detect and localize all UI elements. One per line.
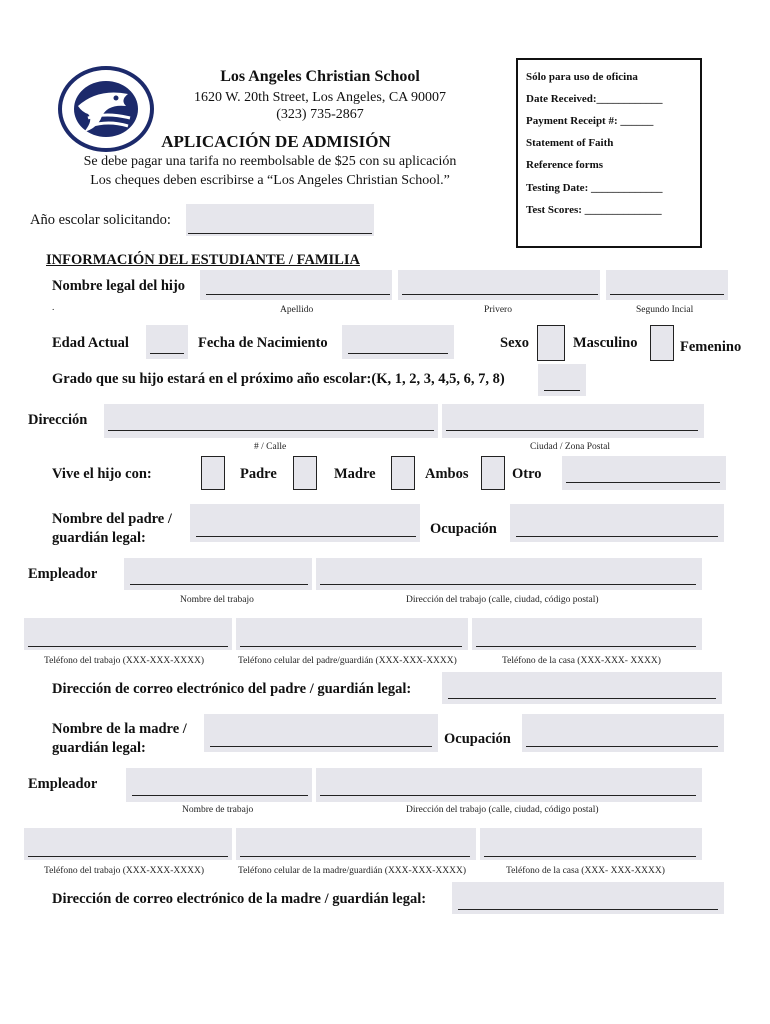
dot-mark: . — [52, 303, 55, 313]
mother-employer-address-line — [320, 795, 696, 796]
mother-employer-name-sub: Nombre de trabajo — [182, 805, 254, 815]
male-label: Masculino — [573, 335, 638, 351]
school-address: 1620 W. 20th Street, Los Angeles, CA 90007 — [194, 90, 446, 105]
section-title: INFORMACIÓN DEL ESTUDIANTE / FAMILIA — [46, 252, 360, 268]
mother-email-line — [458, 909, 718, 910]
first-name-field[interactable] — [398, 270, 600, 300]
madre-label: Madre — [334, 466, 376, 482]
office-testing-date: Testing Date: _____________ — [526, 182, 663, 194]
father-occupation-line — [516, 536, 718, 537]
mother-email-label: Dirección de correo electrónico de la madre / guardián legal: — [52, 891, 427, 907]
ambos-checkbox[interactable] — [391, 456, 415, 490]
father-email-line — [448, 698, 716, 699]
middle-initial-field[interactable] — [606, 270, 728, 300]
office-title: Sólo para uso de oficina — [526, 71, 638, 83]
female-checkbox[interactable] — [650, 325, 674, 361]
city-sub: Ciudad / Zona Postal — [530, 442, 610, 452]
padre-label: Padre — [240, 466, 277, 482]
office-test-scores: Test Scores: ______________ — [526, 204, 662, 216]
father-employer-address-field[interactable] — [316, 558, 702, 590]
male-checkbox[interactable] — [537, 325, 565, 361]
address-label: Dirección — [28, 412, 88, 428]
segundo-sub: Segundo Incial — [636, 305, 694, 315]
mother-employer-name-line — [132, 795, 308, 796]
mother-employer-address-field[interactable] — [316, 768, 702, 802]
first-name-line — [402, 294, 598, 295]
last-name-field[interactable] — [200, 270, 392, 300]
mother-employer-address-sub: Dirección del trabajo (calle, ciudad, código postal) — [406, 805, 599, 815]
fee-note: Se debe pagar una tarifa no reembolsable de $25 con su aplicación — [83, 154, 457, 169]
office-payment: Payment Receipt #: ______ — [526, 115, 654, 127]
mother-work-phone-line — [28, 856, 228, 857]
lives-with-label: Vive el hijo con: — [52, 466, 152, 482]
mother-cell-phone-line — [240, 856, 470, 857]
office-date-received: Date Received:____________ — [526, 93, 663, 105]
otro-line — [566, 482, 720, 483]
otro-label: Otro — [512, 466, 542, 482]
city-field[interactable] — [442, 404, 704, 438]
school-name: Los Angeles Christian School — [220, 68, 420, 85]
father-work-phone-line — [28, 646, 228, 647]
middle-initial-line — [610, 294, 724, 295]
street-sub: # / Calle — [254, 442, 287, 452]
age-label: Edad Actual — [52, 335, 129, 351]
ambos-label: Ambos — [425, 466, 469, 482]
father-cell-phone-line — [240, 646, 462, 647]
mother-occupation-label: Ocupación — [444, 731, 511, 747]
mother-name-line — [210, 746, 432, 747]
age-line — [150, 353, 184, 354]
school-year-line — [188, 233, 372, 234]
father-employer-name-line — [130, 584, 308, 585]
school-year-field[interactable] — [186, 204, 374, 236]
dob-line — [348, 353, 448, 354]
father-employer-name-sub: Nombre del trabajo — [180, 595, 254, 605]
mother-occupation-line — [526, 746, 718, 747]
school-phone: (323) 735-2867 — [276, 107, 364, 122]
form-title: APLICACIÓN DE ADMISIÓN — [161, 132, 391, 151]
otro-checkbox[interactable] — [481, 456, 505, 490]
office-statement: Statement of Faith — [526, 137, 614, 149]
father-employer-label: Empleador — [28, 566, 98, 582]
father-home-phone-line — [476, 646, 696, 647]
mother-employer-label: Empleador — [28, 776, 98, 792]
privero-sub: Privero — [484, 305, 512, 315]
mother-employer-name-field[interactable] — [126, 768, 312, 802]
office-reference: Reference forms — [526, 159, 604, 171]
father-employer-address-line — [320, 584, 696, 585]
cheque-note: Los cheques deben escribirse a “Los Angeles Christian School.” — [90, 173, 450, 188]
apellido-sub: Apellido — [280, 305, 314, 315]
city-line — [446, 430, 698, 431]
mother-name-label-2: guardián legal: — [52, 740, 146, 756]
grade-field[interactable] — [538, 364, 586, 396]
mother-name-label-1: Nombre de la madre / — [52, 721, 187, 737]
mother-cell-phone-sub: Teléfono celular de la madre/guardián (XXX-XXX-XXXX) — [238, 866, 467, 876]
padre-checkbox[interactable] — [201, 456, 225, 490]
street-field[interactable] — [104, 404, 438, 438]
father-name-line — [196, 536, 416, 537]
otro-field[interactable] — [562, 456, 726, 490]
father-employer-name-field[interactable] — [124, 558, 312, 590]
mother-work-phone-sub: Teléfono del trabajo (XXX-XXX-XXXX) — [44, 866, 204, 876]
father-email-field[interactable] — [442, 672, 722, 704]
mother-home-phone-sub: Teléfono de la casa (XXX- XXX-XXXX) — [506, 866, 665, 876]
madre-checkbox[interactable] — [293, 456, 317, 490]
last-name-line — [206, 294, 390, 295]
street-line — [108, 430, 434, 431]
father-employer-address-sub: Dirección del trabajo (calle, ciudad, código postal) — [406, 595, 599, 605]
grade-line — [544, 390, 580, 391]
dob-label: Fecha de Nacimiento — [198, 335, 328, 351]
mother-home-phone-line — [484, 856, 696, 857]
grade-label: Grado que su hijo estará en el próximo año escolar:(K, 1, 2, 3, 4,5, 6, 7, 8) — [52, 371, 505, 387]
female-label: Femenino — [680, 339, 742, 355]
school-year-label: Año escolar solicitando: — [30, 212, 171, 228]
father-occupation-label: Ocupación — [430, 521, 497, 537]
father-name-label-2: guardián legal: — [52, 530, 146, 546]
father-home-phone-sub: Teléfono de la casa (XXX-XXX- XXXX) — [502, 656, 661, 666]
father-name-label-1: Nombre del padre / — [52, 511, 172, 527]
sex-label: Sexo — [500, 335, 529, 351]
office-use-box — [516, 58, 702, 248]
legal-name-label: Nombre legal del hijo — [52, 278, 186, 294]
father-cell-phone-sub: Teléfono celular del padre/guardián (XXX-XXX-XXXX) — [238, 656, 457, 666]
father-work-phone-sub: Teléfono del trabajo (XXX-XXX-XXXX) — [44, 656, 204, 666]
father-email-label: Dirección de correo electrónico del padre / guardián legal: — [52, 681, 412, 697]
